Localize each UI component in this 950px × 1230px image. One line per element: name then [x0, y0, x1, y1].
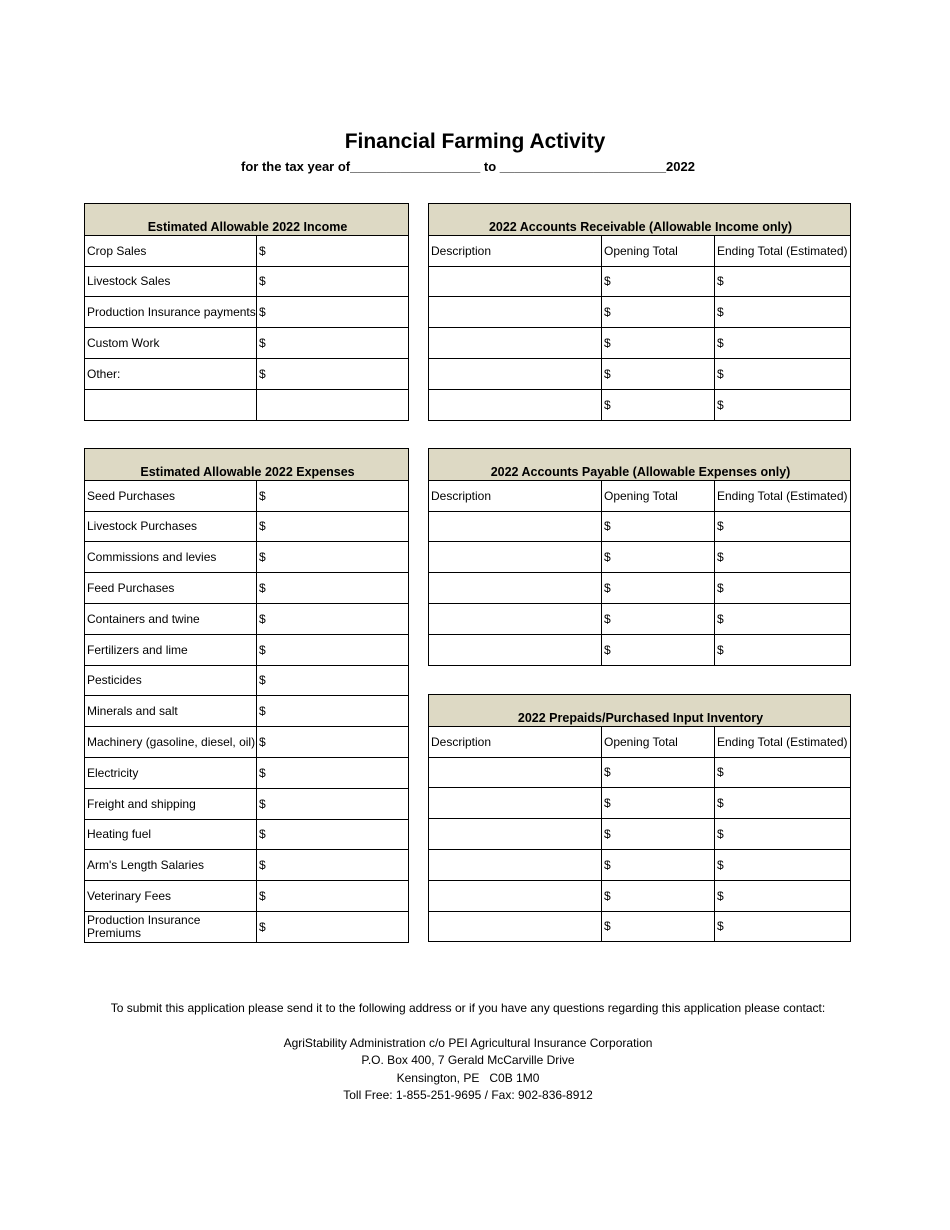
contact-phone-fax: Toll Free: 1-855-251-9695 / Fax: 902-836-8912 — [343, 1088, 593, 1102]
table-row — [429, 880, 851, 911]
income-label: Production Insurance payments — [85, 297, 257, 328]
description-field[interactable] — [429, 573, 602, 604]
expense-label: Freight and shipping — [85, 788, 257, 819]
column-header: Ending Total (Estimated) — [715, 480, 851, 511]
ending-total-field[interactable]: $ — [715, 328, 851, 359]
expense-label: Feed Purchases — [85, 573, 257, 604]
expense-amount-field[interactable]: $ — [257, 911, 409, 942]
table-header-row — [429, 726, 851, 757]
column-header: Description — [429, 480, 602, 511]
table-row — [85, 266, 409, 297]
table-row — [429, 849, 851, 880]
expense-amount-field[interactable]: $ — [257, 634, 409, 665]
table-row — [429, 911, 851, 942]
opening-total-field[interactable]: $ — [602, 634, 715, 665]
ending-total-field[interactable]: $ — [715, 911, 851, 942]
income-amount-field[interactable]: $ — [257, 358, 409, 389]
income-label: Other: — [85, 358, 257, 389]
ending-total-field[interactable]: $ — [715, 511, 851, 542]
opening-total-field[interactable]: $ — [602, 328, 715, 359]
opening-total-field[interactable]: $ — [602, 297, 715, 328]
income-amount-field[interactable]: $ — [257, 266, 409, 297]
table-row — [85, 328, 409, 359]
expense-amount-field[interactable]: $ — [257, 542, 409, 573]
table-row — [85, 696, 409, 727]
description-field[interactable] — [429, 511, 602, 542]
income-label: Crop Sales — [85, 235, 257, 266]
address-line: Kensington, PE C0B 1M0 — [396, 1071, 540, 1085]
description-field[interactable] — [429, 880, 602, 911]
table-row — [85, 727, 409, 758]
opening-total-field[interactable]: $ — [602, 389, 715, 420]
column-header: Opening Total — [602, 726, 715, 757]
expenses-header: Estimated Allowable 2022 Expenses — [85, 449, 409, 481]
opening-total-field[interactable]: $ — [602, 819, 715, 850]
column-header: Opening Total — [602, 235, 715, 266]
expense-label: Pesticides — [85, 665, 257, 696]
table-row — [85, 480, 409, 511]
expense-label: Seed Purchases — [85, 480, 257, 511]
income-label: Custom Work — [85, 328, 257, 359]
expense-amount-field[interactable]: $ — [257, 757, 409, 788]
expense-amount-field[interactable]: $ — [257, 881, 409, 912]
tax-year-line: for the tax year of__________________ to _______________________2022 — [241, 159, 695, 174]
table-row — [85, 389, 409, 420]
table-row — [85, 911, 409, 942]
table-row — [85, 573, 409, 604]
table-row — [429, 358, 851, 389]
table-row — [429, 819, 851, 850]
table-row — [429, 511, 851, 542]
table-row — [429, 266, 851, 297]
description-field[interactable] — [429, 911, 602, 942]
description-field[interactable] — [429, 297, 602, 328]
expense-amount-field[interactable]: $ — [257, 511, 409, 542]
ending-total-field[interactable]: $ — [715, 819, 851, 850]
address-line: AgriStability Administration c/o PEI Agricultural Insurance Corporation — [283, 1036, 653, 1050]
table-row — [85, 542, 409, 573]
ending-total-field[interactable]: $ — [715, 849, 851, 880]
table-row — [85, 757, 409, 788]
table-row — [85, 235, 409, 266]
table-row — [85, 297, 409, 328]
expense-label: Electricity — [85, 757, 257, 788]
column-header: Ending Total (Estimated) — [715, 726, 851, 757]
opening-total-field[interactable]: $ — [602, 849, 715, 880]
expense-amount-field[interactable]: $ — [257, 573, 409, 604]
expense-amount-field[interactable]: $ — [257, 696, 409, 727]
table-row — [85, 788, 409, 819]
ending-total-field[interactable]: $ — [715, 266, 851, 297]
description-field[interactable] — [429, 542, 602, 573]
table-row — [429, 757, 851, 788]
expense-amount-field[interactable]: $ — [257, 665, 409, 696]
expense-label: Heating fuel — [85, 819, 257, 850]
expense-label: Machinery (gasoline, diesel, oil) — [85, 727, 257, 758]
expense-amount-field[interactable]: $ — [257, 480, 409, 511]
table-row — [85, 603, 409, 634]
table-row — [85, 850, 409, 881]
table-row — [429, 634, 851, 665]
table-row — [85, 819, 409, 850]
ending-total-field[interactable]: $ — [715, 757, 851, 788]
prepaids-table — [428, 694, 851, 942]
table-row — [85, 511, 409, 542]
receivable-table — [428, 203, 851, 421]
table-row — [429, 603, 851, 634]
opening-total-field[interactable]: $ — [602, 266, 715, 297]
income-header: Estimated Allowable 2022 Income — [85, 204, 409, 236]
table-row — [429, 389, 851, 420]
ending-total-field[interactable]: $ — [715, 603, 851, 634]
opening-total-field[interactable]: $ — [602, 880, 715, 911]
ending-total-field[interactable]: $ — [715, 634, 851, 665]
column-header: Ending Total (Estimated) — [715, 235, 851, 266]
description-field[interactable] — [429, 849, 602, 880]
opening-total-field[interactable]: $ — [602, 788, 715, 819]
table-header-row — [429, 480, 851, 511]
expense-amount-field[interactable]: $ — [257, 727, 409, 758]
description-field[interactable] — [429, 328, 602, 359]
ending-total-field[interactable]: $ — [715, 389, 851, 420]
table-row — [429, 788, 851, 819]
payable-table — [428, 448, 851, 666]
ending-total-field[interactable]: $ — [715, 573, 851, 604]
ending-total-field[interactable]: $ — [715, 542, 851, 573]
ending-total-field[interactable]: $ — [715, 297, 851, 328]
table-row — [429, 328, 851, 359]
expense-label: Fertilizers and lime — [85, 634, 257, 665]
description-field[interactable] — [429, 634, 602, 665]
table-header-row — [429, 235, 851, 266]
expense-amount-field[interactable]: $ — [257, 603, 409, 634]
opening-total-field[interactable]: $ — [602, 757, 715, 788]
expense-amount-field[interactable]: $ — [257, 819, 409, 850]
payable-header: 2022 Accounts Payable (Allowable Expenses only) — [429, 449, 851, 481]
description-field[interactable] — [429, 389, 602, 420]
table-row — [429, 573, 851, 604]
expense-label: Production Insurance Premiums — [85, 911, 257, 942]
opening-total-field[interactable]: $ — [602, 542, 715, 573]
expense-label: Containers and twine — [85, 603, 257, 634]
table-row — [85, 665, 409, 696]
page-title: Financial Farming Activity — [344, 130, 606, 153]
column-header: Description — [429, 726, 602, 757]
opening-total-field[interactable]: $ — [602, 511, 715, 542]
table-row — [85, 881, 409, 912]
expense-label: Minerals and salt — [85, 696, 257, 727]
ending-total-field[interactable]: $ — [715, 880, 851, 911]
description-field[interactable] — [429, 266, 602, 297]
income-label: Livestock Sales — [85, 266, 257, 297]
description-field[interactable] — [429, 757, 602, 788]
description-field[interactable] — [429, 788, 602, 819]
prepaids-header: 2022 Prepaids/Purchased Input Inventory — [429, 695, 851, 727]
expense-label: Arm's Length Salaries — [85, 850, 257, 881]
income-amount-field[interactable]: $ — [257, 328, 409, 359]
description-field[interactable] — [429, 603, 602, 634]
income-amount-field[interactable]: $ — [257, 297, 409, 328]
ending-total-field[interactable]: $ — [715, 358, 851, 389]
expense-label: Livestock Purchases — [85, 511, 257, 542]
receivable-header: 2022 Accounts Receivable (Allowable Income only) — [429, 204, 851, 236]
description-field[interactable] — [429, 819, 602, 850]
expenses-table — [84, 448, 409, 943]
income-amount-field[interactable] — [257, 389, 409, 420]
opening-total-field[interactable]: $ — [602, 603, 715, 634]
expense-label: Commissions and levies — [85, 542, 257, 573]
expense-amount-field[interactable]: $ — [257, 850, 409, 881]
address-line: P.O. Box 400, 7 Gerald McCarville Drive — [361, 1053, 575, 1067]
income-amount-field[interactable]: $ — [257, 235, 409, 266]
table-row — [85, 358, 409, 389]
income-label-field[interactable] — [85, 389, 257, 420]
expense-label: Veterinary Fees — [85, 881, 257, 912]
column-header: Opening Total — [602, 480, 715, 511]
table-row — [429, 542, 851, 573]
opening-total-field[interactable]: $ — [602, 911, 715, 942]
submission-instructions: To submit this application please send it to the following address or if you have any questions regarding this application please contact: — [110, 1001, 826, 1015]
expense-amount-field[interactable]: $ — [257, 788, 409, 819]
column-header: Description — [429, 235, 602, 266]
table-row — [429, 297, 851, 328]
description-field[interactable] — [429, 358, 602, 389]
opening-total-field[interactable]: $ — [602, 358, 715, 389]
income-table — [84, 203, 409, 421]
ending-total-field[interactable]: $ — [715, 788, 851, 819]
table-row — [85, 634, 409, 665]
opening-total-field[interactable]: $ — [602, 573, 715, 604]
